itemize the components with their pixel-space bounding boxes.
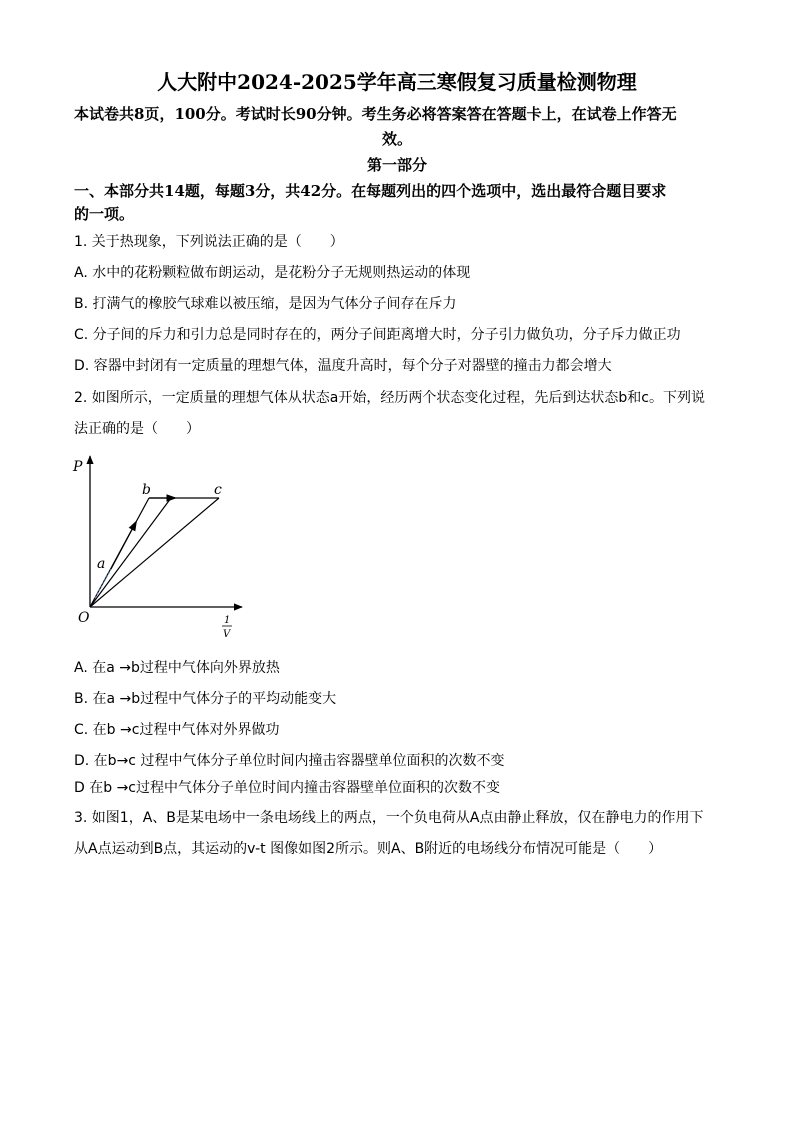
question-2-option-d: D. 在b→c 过程中气体分子单位时间内撞击容器壁单位面积的次数不变 xyxy=(74,753,505,769)
question-1-option-c: C. 分子间的斥力和引力总是同时存在的，两分子间距离增大时，分子引力做负功，分子斥力做正功 xyxy=(74,327,681,343)
origin-label: O xyxy=(78,610,90,626)
question-2-stem-line-1: 2. 如图所示，一定质量的理想气体从状态a开始，经历两个状态变化过程，先后到达状态b和c。下列说 xyxy=(74,390,705,406)
question-2-option-c: C. 在b →c过程中气体对外界做功 xyxy=(74,722,280,738)
point-c-label: c xyxy=(214,482,222,498)
part-heading: 第一部分 xyxy=(366,156,427,174)
exam-notice-line-1: 本试卷共8页，100分。考试时长90分钟。考生务必将答案答在答题卡上，在试卷上作答无 xyxy=(74,105,677,123)
question-2-stem-line-2: 法正确的是（ ） xyxy=(74,421,200,437)
question-1-option-a: A. 水中的花粉颗粒做布朗运动，是花粉分子无规则热运动的体现 xyxy=(74,265,471,281)
question-3-stem-line-1: 3. 如图1，A、B是某电场中一条电场线上的两点，一个负电荷从A点由静止释放，仅在静电力的作用下 xyxy=(74,810,704,826)
x-axis-label-numerator: 1 xyxy=(224,615,231,626)
exam-notice-line-2: 效。 xyxy=(381,130,412,148)
section-instructions-line-1: 一、本部分共14题，每题3分，共42分。在每题列出的四个选项中，选出最符合题目要求 xyxy=(74,182,667,200)
y-axis-label: P xyxy=(73,459,83,475)
question-1-option-d: D. 容器中封闭有一定质量的理想气体，温度升高时，每个分子对器壁的撞击力都会增大 xyxy=(74,358,612,374)
point-a-label: a xyxy=(97,556,106,572)
x-axis-label-denominator: V xyxy=(223,629,231,640)
isotherm-line-c xyxy=(90,498,219,607)
isotherm-line-middle xyxy=(90,498,171,607)
question-2-option-b: B. 在a →b过程中气体分子的平均动能变大 xyxy=(74,691,337,707)
question-1-stem: 1. 关于热现象，下列说法正确的是（ ） xyxy=(74,234,344,250)
page-title: 人大附中2024-2025学年高三寒假复习质量检测物理 xyxy=(157,70,637,94)
pv-diagram-figure xyxy=(70,450,260,645)
question-1-option-b: B. 打满气的橡胶气球难以被压缩，是因为气体分子间存在斥力 xyxy=(74,296,457,312)
dashed-extension xyxy=(95,569,111,598)
question-3-stem-line-2: 从A点运动到B点，其运动的v-t 图像如图2所示。则A、B附近的电场线分布情况可能是（ ） xyxy=(74,841,663,857)
question-2-option-a: A. 在a →b过程中气体向外界放热 xyxy=(74,660,280,676)
question-2-option-d-duplicate: D 在b →c过程中气体分子单位时间内撞击容器壁单位面积的次数不变 xyxy=(74,780,500,796)
point-b-label: b xyxy=(142,482,151,498)
section-instructions-line-2: 的一项。 xyxy=(74,205,135,223)
